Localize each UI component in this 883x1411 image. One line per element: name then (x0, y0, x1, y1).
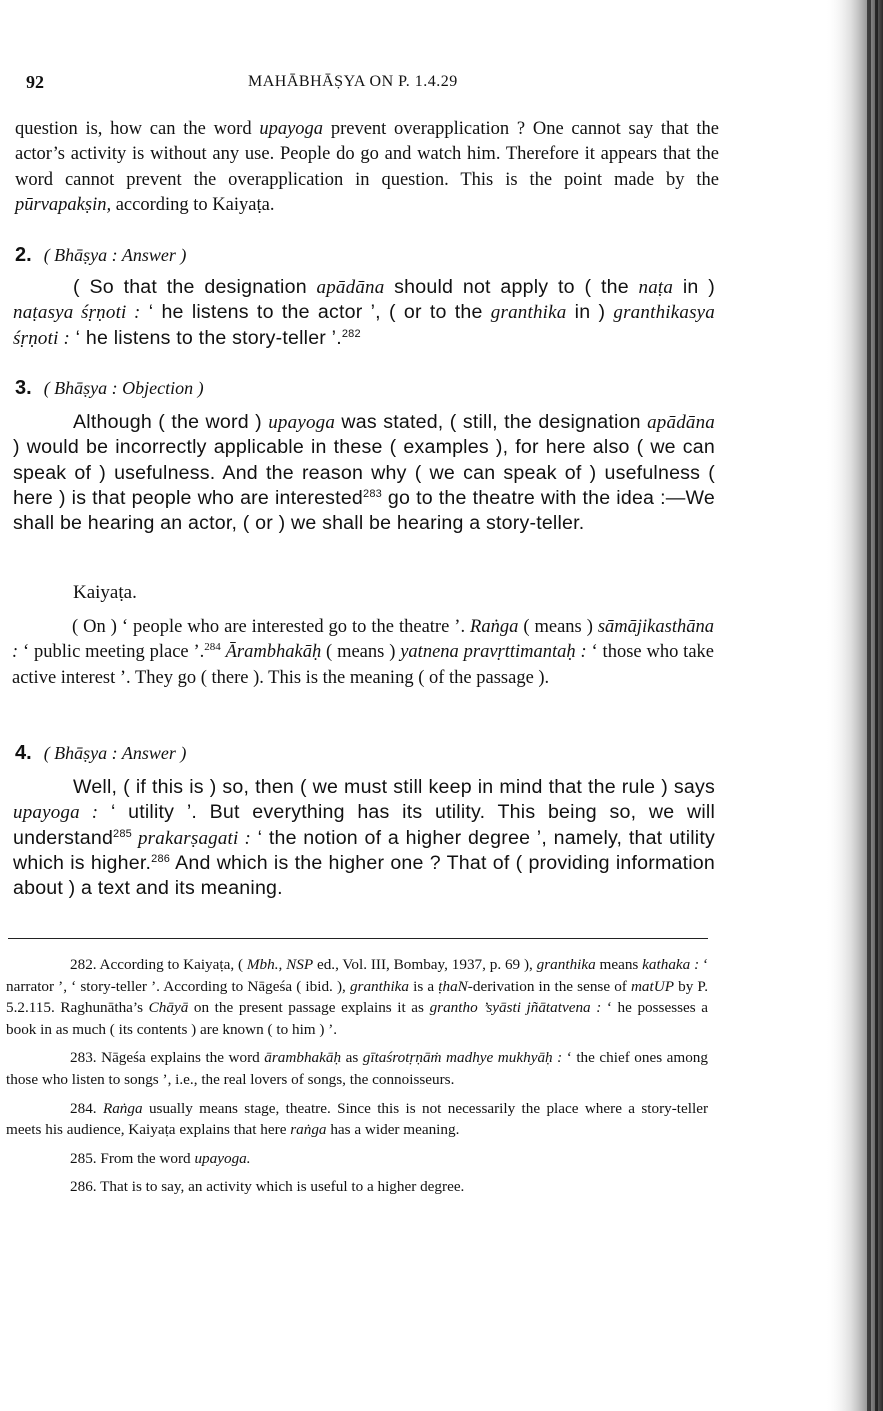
footnote (6, 1047, 708, 1090)
section-number: 2. (15, 244, 32, 266)
sanskrit-term: granthika (490, 302, 567, 324)
page-header (26, 72, 706, 96)
body-text: ( On ) ‘ people who are interested go to the theatre ’. (72, 617, 471, 637)
footnote (6, 954, 708, 1040)
intro-emphasis: upayoga (259, 119, 324, 139)
footnote-emphasis: kathaka : (642, 956, 700, 973)
body-text: ( means ) (518, 617, 598, 637)
footnote (6, 1098, 708, 1141)
section-number: 4. (15, 742, 32, 764)
body-text: in ) (566, 301, 614, 324)
footnote-emphasis: ṭhaN (438, 977, 468, 995)
body-text: ‘ he listens to the story-teller ’. (70, 326, 342, 349)
footnote-text: ed., Vol. III, Bombay, 1937, p. 69 ), (313, 956, 537, 973)
section-heading-4 (15, 742, 186, 765)
sanskrit-term: sāmājikasthāna : (12, 617, 714, 663)
intro-text: according to Kaiyaṭa. (111, 194, 275, 215)
footnote-text: is a (409, 977, 439, 995)
footnote-number: 285. (70, 1149, 97, 1167)
footnote-emphasis: upayoga. (194, 1149, 251, 1167)
sanskrit-term: Ārambhakāḥ (220, 642, 322, 663)
running-title: MAHĀBHĀṢYA ON P. 1.4.29 (248, 73, 458, 90)
body-text: Well, ( if this is ) so, then ( we must still keep in mind that the rule ) says (73, 776, 715, 798)
footnote-emphasis: Mbh., NSP (246, 956, 314, 973)
sanskrit-term: prakarṣagati : (132, 827, 251, 849)
footnote-emphasis: Chāyā (148, 999, 189, 1017)
footnote-text: According to Kaiyaṭa, ( (96, 956, 247, 973)
footnote-text: -derivation in the sense of (467, 977, 631, 995)
body-text: ( means ) (321, 642, 401, 663)
footnote (6, 1148, 708, 1170)
footnote (6, 1176, 708, 1198)
footnote-text: Nāgeśa explains the word (96, 1049, 265, 1067)
sanskrit-term: upayoga : (13, 802, 99, 824)
footnote-emphasis: gītaśrotṛṇāṁ madhye mukhyāḥ : (362, 1049, 563, 1067)
footnote-emphasis: granthika (349, 977, 409, 995)
body-text: ‘ utility ’. But everything has its utility. This being so, we will understand (13, 801, 715, 849)
footnote-text: ‘ he possesses a book in as much ( its contents ) are known ( to him ) ’. (6, 999, 709, 1038)
footnote-ref: 284 (204, 641, 221, 654)
footnote-text: on the present passage explains it as (188, 999, 430, 1017)
sanskrit-term: Raṅga (470, 617, 519, 637)
footnote-emphasis: matUP (630, 977, 674, 995)
section-label: ( Bhāṣya : Objection ) (43, 378, 204, 398)
body-text: was stated, ( still, the designation (335, 411, 648, 433)
sanskrit-term: naṭasya śṛṇoti : (13, 302, 141, 324)
footnote-number: 283. (70, 1049, 97, 1067)
footnote-emphasis: granthika (536, 956, 596, 973)
intro-text: question is, how can the word (15, 119, 260, 139)
sanskrit-term: upayoga (268, 412, 336, 433)
footnote-ref: 285 (113, 827, 132, 840)
footnote-text: as (341, 1049, 363, 1067)
footnote-number: 282. (70, 956, 97, 973)
footnote-number: 286. (70, 1178, 97, 1196)
intro-text: prevent overapplication ? One cannot say that the actor’s activity is without any use. People do go and watch him. Therefore it appears that the word cannot prevent the overapplication in question. This is the point made by the (15, 119, 719, 190)
footnote-ref: 282 (341, 327, 361, 340)
page-number: 92 (26, 72, 44, 92)
sanskrit-term: apādāna (316, 277, 385, 298)
body-text: in ) (673, 276, 715, 298)
sanskrit-term: apādāna (647, 412, 715, 433)
body-text: And which is the higher one ? That of ( providing information about ) a text and its meaning. (13, 851, 715, 900)
section-heading-3 (15, 377, 204, 400)
footnotes (6, 954, 708, 1205)
footnote-text: From the word (96, 1149, 195, 1167)
footnote-emphasis: ārambhakāḥ (264, 1049, 342, 1067)
footnote-number: 284. (70, 1099, 97, 1117)
footnote-emphasis: raṅga (290, 1121, 327, 1139)
footnote-emphasis: grantho ’syāsti jñātatvena : (429, 999, 602, 1017)
bhasya-answer-2 (13, 275, 715, 351)
bhasya-answer-4 (13, 775, 715, 901)
footnote-text: usually means stage, theatre. Since this is not necessarily the place where a story-teller meets his audience, Kaiyaṭa explains that here (6, 1099, 709, 1139)
body-text: go to the theatre with the idea :—We shall be hearing an actor, ( or ) we shall be hearing a story-teller. (13, 486, 715, 535)
body-text: ‘ he listens to the actor ’, ( or to the (140, 301, 491, 324)
body-text: Although ( the word ) (73, 411, 269, 433)
kaiyata-heading: Kaiyaṭa. (73, 582, 137, 603)
section-label: ( Bhāṣya : Answer ) (43, 743, 187, 763)
page-edge-shadow (815, 0, 883, 1411)
sanskrit-term: yatnena pravṛttimantaḥ : (400, 642, 587, 663)
body-text: ‘ those who take active interest ’. They go ( there ). This is the meaning ( of the passage ). (12, 642, 714, 688)
body-text: ‘ the notion of a higher degree ’, namely, that utility which is higher. (13, 826, 716, 874)
body-text: should not apply to ( the (384, 276, 639, 298)
section-label: ( Bhāṣya : Answer ) (43, 245, 187, 265)
sanskrit-term: granthikasya śṛṇoti : (13, 302, 716, 349)
section-number: 3. (15, 377, 32, 399)
footnote-text: ‘ the chief ones among those who listen to songs ’, i.e., the real lovers of songs, the connoisseurs. (6, 1049, 708, 1088)
body-text: ) would be incorrectly applicable in these ( examples ), for here also ( we can speak of ) usefulness. And the reason why ( we can speak of ) usefulness ( here ) is that people who are interested (13, 436, 715, 509)
kaiyata-commentary (12, 615, 714, 691)
footnote-text: by P. 5.2.115. Raghunātha’s (6, 977, 708, 1017)
section-heading-2 (15, 244, 186, 267)
footnote-text: has a wider meaning. (326, 1121, 460, 1139)
body-text: ‘ public meeting place ’. (18, 642, 205, 663)
footnote-divider (8, 938, 708, 939)
sanskrit-term: naṭa (638, 277, 674, 298)
footnote-text: That is to say, an activity which is useful to a higher degree. (96, 1178, 465, 1196)
intro-paragraph (15, 117, 719, 218)
footnote-text: ‘ narrator ’, ‘ story-teller ’. According to Nāgeśa ( ibid. ), (6, 956, 709, 995)
body-text: ( So that the designation (73, 276, 317, 298)
intro-emphasis: pūrvapakṣin, (15, 194, 112, 215)
footnote-ref: 286 (151, 852, 171, 865)
footnote-emphasis: Raṅga (102, 1099, 143, 1117)
bhasya-objection-3 (13, 410, 715, 536)
footnote-text: means (595, 956, 643, 973)
footnote-ref: 283 (363, 487, 382, 500)
